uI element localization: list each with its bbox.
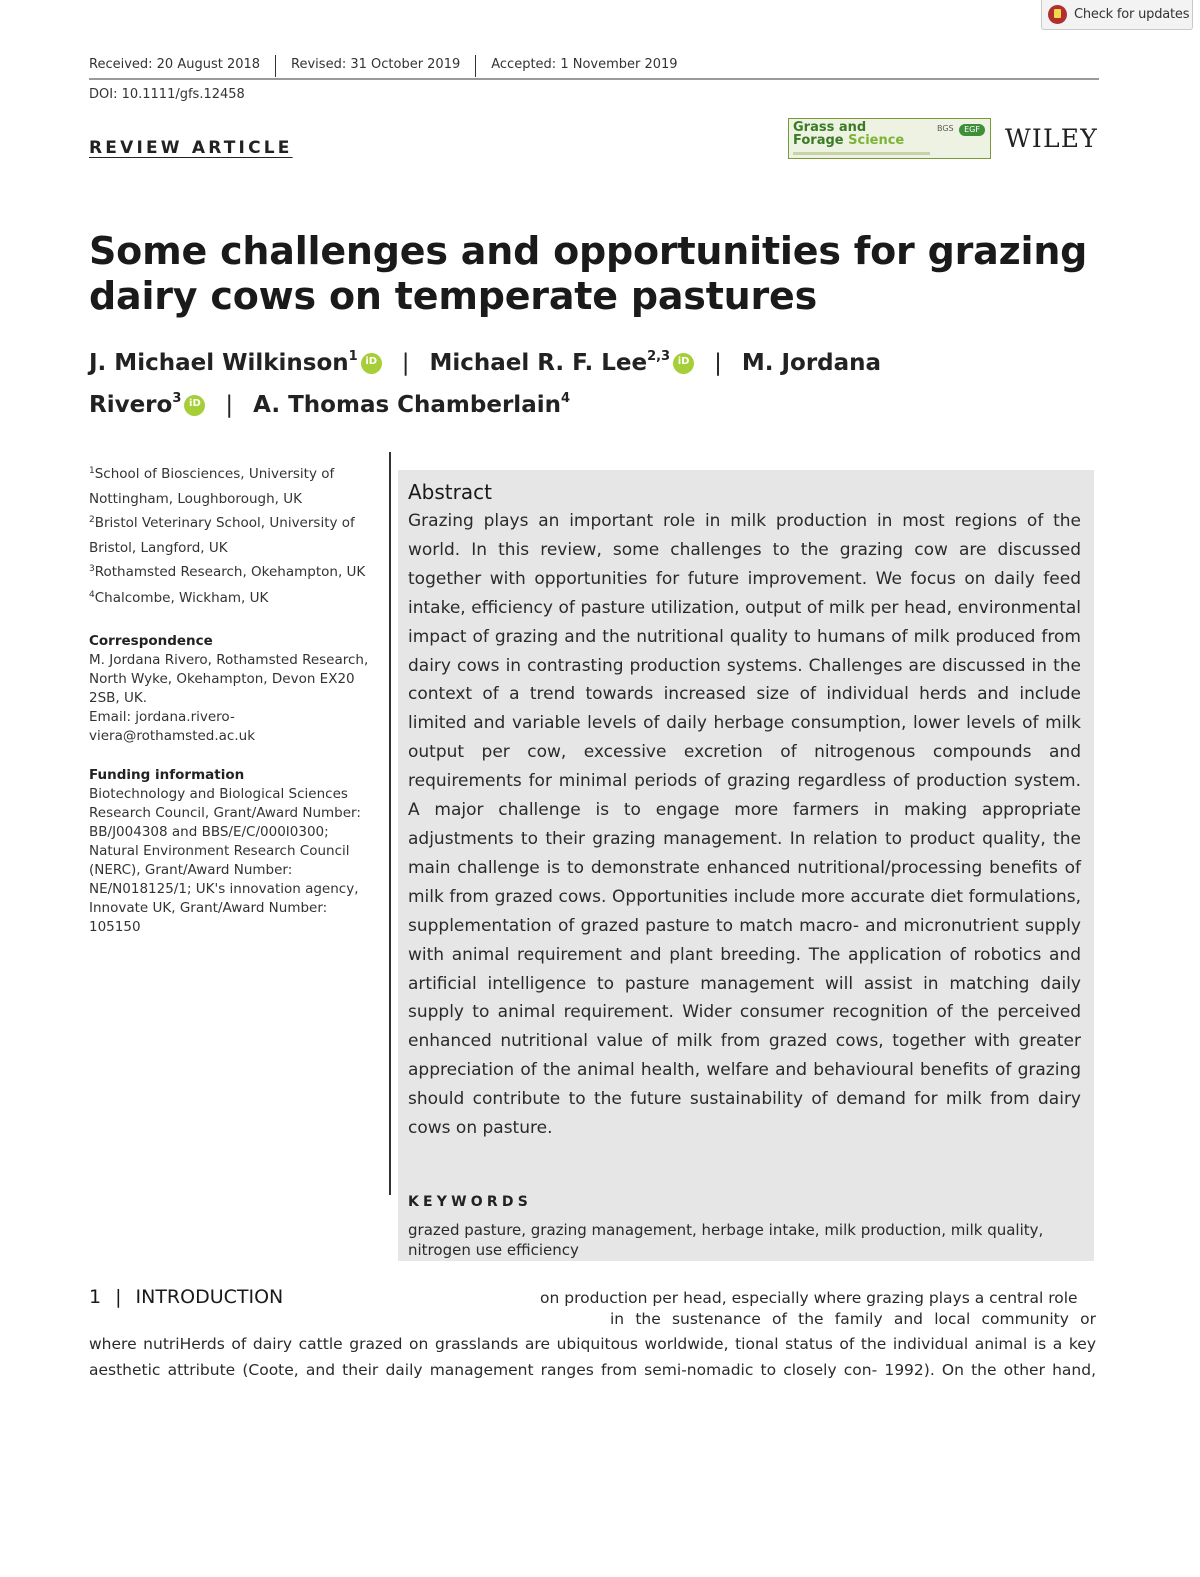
correspondence-text: M. Jordana Rivero, Rothamsted Research, North Wyke, Okehampton, Devon EX20 2SB, UK. [89, 652, 369, 706]
egf-badge: EGF [959, 124, 985, 136]
orcid-icon[interactable] [361, 353, 382, 374]
journal-logo [788, 118, 991, 159]
authors-line-2 [89, 392, 570, 418]
journal-logo-strip [793, 152, 930, 155]
date-divider [275, 55, 276, 77]
introduction-text-line: in the sustenance of the family and local community or [610, 1310, 1096, 1328]
check-for-updates-button[interactable] [1041, 0, 1193, 30]
revised-date: Revised: 31 October 2019 [291, 57, 461, 72]
column-divider [389, 452, 391, 1195]
article-info-column [89, 463, 381, 937]
abstract-heading: Abstract [408, 480, 492, 504]
abstract-text: Grazing plays an important role in milk production in most regions of the world. In this review, some challenges to the grazing cow are discussed together with opportunities for future improvement. We focus on daily feed intake, efficiency of pasture utilization, output of milk per head, environmental impact of grazing and the nutritional quality to humans of milk produced from dairy cows in contrasting production systems. Challenges are discussed in the context of a trend towards increased size of individual herds and include limited and variable levels of daily herbage consumption, lower levels of milk output per cow, excessive excretion of nitrogenous compounds and requirements for minimal periods of grazing regardless of production system. A major challenge is to engage more farmers in making appropriate adjustments to their grazing management. In relation to product quality, the main challenge is to demonstrate enhanced nutritional/processing benefits of milk from grazed cows. Opportunities include more accurate diet formulations, supplementation of grazed pasture to match macro- and micronutrient supply with animal requirement and plant breeding. The application of robotics and artificial intelligence to pasture management will assist in matching daily supply to animal requirement. Wider consumer recognition of the perceived enhanced nutritional value of milk from grazed cows, together with greater appreciation of the animal health, welfare and behavioural benefits of grazing should contribute to the future sustainability of demand for milk from dairy cows on pasture. [408, 511, 1081, 1139]
affiliation-number: 1 [89, 466, 95, 476]
affiliation-number: 4 [89, 590, 95, 600]
funding-text: Biotechnology and Biological Sciences Research Council, Grant/Award Number: BB/J004308 and BBS/E/C/000I0300; Natural Environment Research Council (NERC), Grant/Award Number: NE/N018125/1; UK's innovation agency, Innovate UK, Grant/Award Number: 105150 [89, 786, 361, 935]
affiliation [89, 587, 381, 612]
affiliation-text: Rothamsted Research, Okehampton, UK [94, 564, 366, 580]
author-separator: | [401, 350, 410, 376]
section-title: INTRODUCTION [135, 1286, 284, 1308]
author-name[interactable]: Rivero [89, 392, 173, 418]
affiliation-text: Bristol Veterinary School, University of Bristol, Langford, UK [89, 515, 355, 556]
author-separator: | [714, 350, 722, 376]
keywords-heading: KEYWORDS [408, 1194, 532, 1210]
section-separator: | [115, 1286, 122, 1308]
introduction-text-line: where nutriHerds of dairy cattle grazed on grasslands are ubiquitous worldwide, tional status of the individual animal is a key [89, 1335, 1096, 1353]
accepted-date: Accepted: 1 November 2019 [491, 57, 678, 72]
affiliation-number: 3 [89, 564, 95, 574]
author-name[interactable]: Michael R. F. Lee [429, 350, 648, 376]
affiliation [89, 512, 381, 560]
author-name[interactable]: A. Thomas Chamberlain [253, 392, 561, 418]
journal-name-line-1: Grass and [793, 120, 867, 135]
journal-name-line-2 [793, 134, 904, 148]
introduction-heading [89, 1286, 283, 1308]
header-rule [89, 78, 1099, 80]
article-title: Some challenges and opportunities for grazing dairy cows on temperate pastures [89, 229, 1088, 318]
journal-name-forage: Forage [793, 133, 849, 148]
publisher-logo: WILEY [1005, 124, 1098, 153]
author-separator: | [225, 392, 234, 418]
article-type-label: REVIEW ARTICLE [89, 138, 293, 158]
affiliation-number: 2 [89, 515, 95, 525]
correspondence-heading: Correspondence [89, 633, 213, 649]
orcid-icon[interactable] [673, 353, 694, 374]
funding-heading: Funding information [89, 767, 245, 783]
affiliation [89, 561, 381, 586]
received-date: Received: 20 August 2018 [89, 57, 261, 72]
section-number: 1 [89, 1286, 102, 1308]
affiliation [89, 463, 381, 511]
author-name[interactable]: J. Michael Wilkinson [89, 350, 349, 376]
bgs-badge: BGS [937, 124, 954, 133]
check-for-updates-label: Check for updates [1074, 7, 1190, 22]
introduction-text-line: on production per head, especially where grazing plays a central role [540, 1289, 1078, 1307]
affiliation-text: School of Biosciences, University of Nottingham, Loughborough, UK [89, 466, 335, 507]
bookmark-update-icon [1048, 5, 1067, 24]
introduction-text-line: aesthetic attribute (Coote, and their daily management ranges from semi-nomadic to closely con- 1992). On the other hand, [89, 1361, 1096, 1379]
keywords-text: grazed pasture, grazing management, herbage intake, milk production, milk quality, nitrogen use efficiency [408, 1221, 1044, 1259]
date-divider [475, 55, 476, 77]
orcid-icon[interactable] [184, 395, 205, 416]
correspondence-email[interactable]: Email: jordana.rivero-viera@rothamsted.ac.uk [89, 709, 256, 744]
author-affiliation-number: 4 [560, 390, 571, 406]
journal-name-science: Science [848, 133, 905, 148]
author-affiliation-number: 1 [348, 348, 358, 364]
doi[interactable]: DOI: 10.1111/gfs.12458 [89, 87, 245, 102]
article-dates [89, 57, 678, 79]
author-affiliation-number: 2,3 [647, 348, 671, 364]
author-name[interactable]: M. Jordana [741, 350, 882, 376]
author-affiliation-number: 3 [172, 390, 182, 406]
affiliation-text: Chalcombe, Wickham, UK [94, 590, 269, 606]
authors-line-1 [89, 350, 881, 376]
